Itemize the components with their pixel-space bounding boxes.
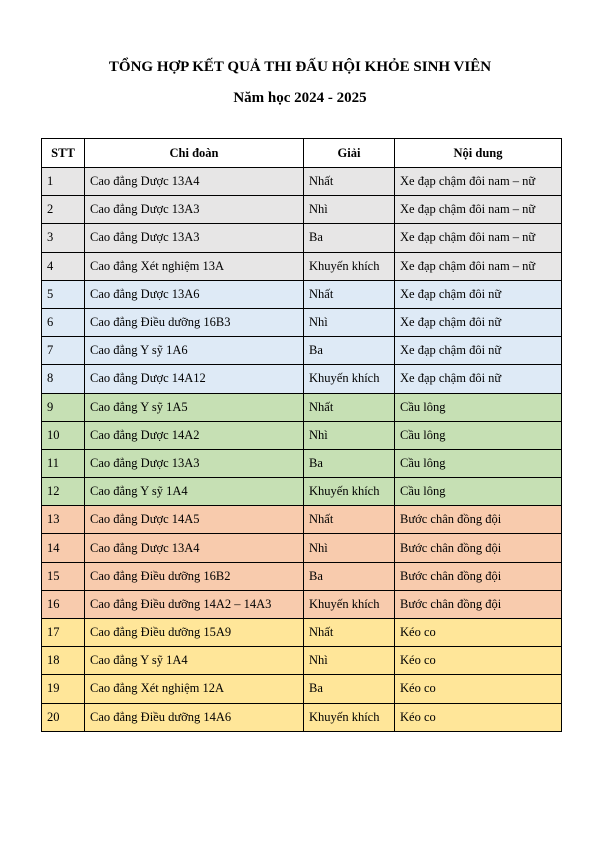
cell-stt: 15 — [42, 562, 85, 590]
cell-stt: 3 — [42, 224, 85, 252]
column-header-noi-dung: Nội dung — [395, 139, 562, 168]
cell-chi-doan: Cao đẳng Dược 14A2 — [85, 421, 304, 449]
cell-noi-dung: Kéo co — [395, 703, 562, 731]
cell-giai: Ba — [304, 337, 395, 365]
cell-giai: Khuyến khích — [304, 252, 395, 280]
cell-noi-dung: Kéo co — [395, 647, 562, 675]
cell-giai: Nhì — [304, 647, 395, 675]
cell-noi-dung: Kéo co — [395, 619, 562, 647]
table-row — [42, 619, 562, 647]
table-row — [42, 365, 562, 393]
cell-noi-dung: Xe đạp chậm đôi nam – nữ — [395, 196, 562, 224]
cell-stt: 7 — [42, 337, 85, 365]
cell-noi-dung: Cầu lông — [395, 421, 562, 449]
cell-giai: Nhì — [304, 534, 395, 562]
cell-giai: Ba — [304, 675, 395, 703]
table-row — [42, 506, 562, 534]
cell-chi-doan: Cao đẳng Dược 14A5 — [85, 506, 304, 534]
cell-stt: 2 — [42, 196, 85, 224]
cell-stt: 8 — [42, 365, 85, 393]
cell-stt: 9 — [42, 393, 85, 421]
cell-noi-dung: Bước chân đồng đội — [395, 534, 562, 562]
cell-stt: 12 — [42, 478, 85, 506]
cell-giai: Nhì — [304, 196, 395, 224]
table-header-row — [42, 139, 562, 168]
cell-chi-doan: Cao đẳng Y sỹ 1A4 — [85, 478, 304, 506]
cell-stt: 1 — [42, 168, 85, 196]
cell-noi-dung: Xe đạp chậm đôi nam – nữ — [395, 168, 562, 196]
cell-chi-doan: Cao đẳng Điều dưỡng 14A2 – 14A3 — [85, 590, 304, 618]
table-row — [42, 449, 562, 477]
cell-stt: 16 — [42, 590, 85, 618]
cell-chi-doan: Cao đẳng Y sỹ 1A5 — [85, 393, 304, 421]
table-row — [42, 703, 562, 731]
column-header-stt: STT — [42, 139, 85, 168]
cell-stt: 19 — [42, 675, 85, 703]
cell-giai: Khuyến khích — [304, 703, 395, 731]
cell-noi-dung: Xe đạp chậm đôi nam – nữ — [395, 252, 562, 280]
cell-giai: Nhất — [304, 280, 395, 308]
document-subtitle: Năm học 2024 - 2025 — [233, 90, 367, 106]
table-row — [42, 478, 562, 506]
table-row — [42, 647, 562, 675]
table-row — [42, 534, 562, 562]
cell-giai: Ba — [304, 562, 395, 590]
cell-noi-dung: Xe đạp chậm đôi nữ — [395, 308, 562, 336]
cell-giai: Khuyến khích — [304, 590, 395, 618]
cell-giai: Ba — [304, 449, 395, 477]
cell-stt: 13 — [42, 506, 85, 534]
cell-noi-dung: Cầu lông — [395, 393, 562, 421]
cell-stt: 20 — [42, 703, 85, 731]
cell-stt: 17 — [42, 619, 85, 647]
cell-noi-dung: Kéo co — [395, 675, 562, 703]
cell-chi-doan: Cao đẳng Điều dưỡng 16B2 — [85, 562, 304, 590]
table-row — [42, 562, 562, 590]
table-row — [42, 590, 562, 618]
table-row — [42, 308, 562, 336]
cell-giai: Khuyến khích — [304, 478, 395, 506]
cell-chi-doan: Cao đẳng Dược 13A3 — [85, 224, 304, 252]
cell-noi-dung: Xe đạp chậm đôi nữ — [395, 337, 562, 365]
table-row — [42, 421, 562, 449]
cell-chi-doan: Cao đẳng Y sỹ 1A6 — [85, 337, 304, 365]
table-row — [42, 337, 562, 365]
cell-stt: 5 — [42, 280, 85, 308]
cell-stt: 4 — [42, 252, 85, 280]
results-table — [41, 138, 562, 732]
table-body — [42, 168, 562, 732]
cell-chi-doan: Cao đẳng Dược 14A12 — [85, 365, 304, 393]
cell-stt: 18 — [42, 647, 85, 675]
cell-noi-dung: Cầu lông — [395, 478, 562, 506]
column-header-chi-doan: Chi đoàn — [85, 139, 304, 168]
cell-chi-doan: Cao đẳng Dược 13A4 — [85, 534, 304, 562]
cell-noi-dung: Xe đạp chậm đôi nữ — [395, 280, 562, 308]
cell-giai: Nhất — [304, 168, 395, 196]
cell-chi-doan: Cao đẳng Y sỹ 1A4 — [85, 647, 304, 675]
cell-chi-doan: Cao đẳng Điều dưỡng 15A9 — [85, 619, 304, 647]
cell-noi-dung: Xe đạp chậm đôi nữ — [395, 365, 562, 393]
table-row — [42, 280, 562, 308]
cell-giai: Nhất — [304, 393, 395, 421]
cell-giai: Nhì — [304, 421, 395, 449]
cell-stt: 6 — [42, 308, 85, 336]
cell-chi-doan: Cao đẳng Xét nghiệm 12A — [85, 675, 304, 703]
cell-stt: 14 — [42, 534, 85, 562]
cell-chi-doan: Cao đẳng Điều dưỡng 14A6 — [85, 703, 304, 731]
cell-noi-dung: Xe đạp chậm đôi nam – nữ — [395, 224, 562, 252]
cell-noi-dung: Bước chân đồng đội — [395, 506, 562, 534]
cell-giai: Nhì — [304, 308, 395, 336]
cell-noi-dung: Bước chân đồng đội — [395, 562, 562, 590]
cell-giai: Nhất — [304, 619, 395, 647]
cell-chi-doan: Cao đẳng Dược 13A3 — [85, 196, 304, 224]
table-row — [42, 393, 562, 421]
column-header-giai: Giải — [304, 139, 395, 168]
cell-stt: 10 — [42, 421, 85, 449]
table-row — [42, 196, 562, 224]
cell-stt: 11 — [42, 449, 85, 477]
cell-chi-doan: Cao đẳng Dược 13A3 — [85, 449, 304, 477]
table-row — [42, 252, 562, 280]
table-row — [42, 675, 562, 703]
cell-chi-doan: Cao đẳng Dược 13A6 — [85, 280, 304, 308]
document-title: TỔNG HỢP KẾT QUẢ THI ĐẤU HỘI KHỎE SINH VIÊN — [108, 59, 492, 75]
cell-chi-doan: Cao đẳng Điều dưỡng 16B3 — [85, 308, 304, 336]
table-row — [42, 224, 562, 252]
cell-giai: Nhất — [304, 506, 395, 534]
cell-chi-doan: Cao đẳng Xét nghiệm 13A — [85, 252, 304, 280]
table-row — [42, 168, 562, 196]
cell-noi-dung: Bước chân đồng đội — [395, 590, 562, 618]
cell-chi-doan: Cao đẳng Dược 13A4 — [85, 168, 304, 196]
cell-giai: Ba — [304, 224, 395, 252]
cell-giai: Khuyến khích — [304, 365, 395, 393]
cell-noi-dung: Cầu lông — [395, 449, 562, 477]
